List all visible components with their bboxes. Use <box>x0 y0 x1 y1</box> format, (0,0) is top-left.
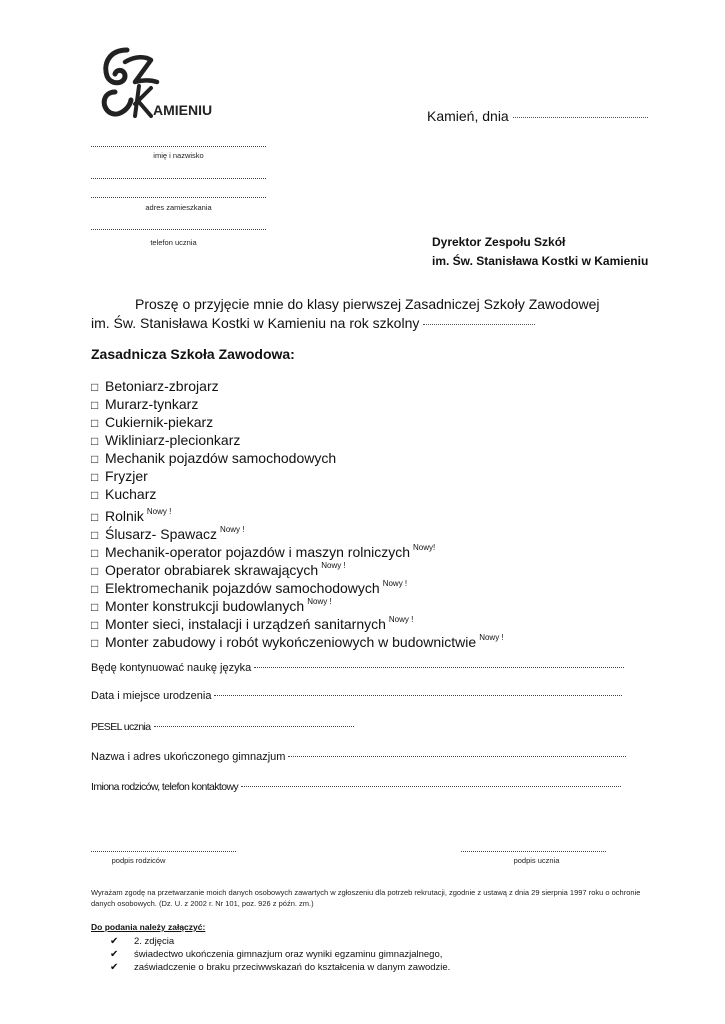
attachment-label: świadectwo ukończenia gimnazjum oraz wyniki egzaminu gimnazjalnego, <box>134 949 443 960</box>
language-label: Będę kontynuować naukę języka <box>91 662 252 674</box>
pesel-field[interactable] <box>154 726 354 727</box>
checkbox-icon[interactable]: □ <box>91 510 99 524</box>
profession-label: Mechanik-operator pojazdów i maszyn rolniczych <box>105 544 411 560</box>
parents-signature-caption: podpis rodziców <box>111 856 166 865</box>
profession-label: Elektromechanik pojazdów samochodowych <box>105 580 380 596</box>
new-badge: Nowy ! <box>388 615 414 624</box>
language-field[interactable] <box>254 667 624 668</box>
attachment-item <box>110 935 450 948</box>
checkmark-icon: ✔ <box>110 936 119 947</box>
profession-label: Rolnik <box>105 508 144 524</box>
request-paragraph <box>91 295 651 333</box>
checkbox-icon[interactable]: □ <box>91 416 99 430</box>
profession-label: Kucharz <box>105 486 157 502</box>
name-field[interactable] <box>91 146 266 147</box>
profession-item[interactable] <box>91 629 504 650</box>
checkbox-icon[interactable]: □ <box>91 600 99 614</box>
profession-item[interactable] <box>91 431 504 449</box>
language-row <box>91 662 624 674</box>
city-date-line <box>427 108 648 124</box>
profession-item[interactable] <box>91 575 504 596</box>
address-field-2[interactable] <box>91 197 266 198</box>
profession-item[interactable] <box>91 503 504 524</box>
pesel-label: PESEL ucznia <box>91 721 151 733</box>
recipient-line-1: Dyrektor Zespołu Szkół <box>432 235 566 249</box>
svg-text:AMIENIU: AMIENIU <box>153 102 213 118</box>
attachment-label: 2. zdjęcia <box>134 936 175 947</box>
profession-item[interactable] <box>91 413 504 431</box>
name-caption: imię i nazwisko <box>153 151 204 160</box>
profession-item[interactable] <box>91 557 504 578</box>
checkbox-icon[interactable]: □ <box>91 398 99 412</box>
profession-item[interactable] <box>91 521 504 542</box>
profession-label: Mechanik pojazdów samochodowych <box>105 450 337 466</box>
checkbox-icon[interactable]: □ <box>91 546 99 560</box>
checkbox-icon[interactable]: □ <box>91 582 99 596</box>
checkbox-icon[interactable]: □ <box>91 528 99 542</box>
student-signature-line[interactable] <box>461 851 606 852</box>
profession-item[interactable] <box>91 485 504 503</box>
consent-text: Wyrażam zgodę na przetwarzanie moich danych osobowych zawartych w zgłoszeniu dla potrzeb rekrutacji, zgodnie z ustawą z dnia 29 sierpnia 1997 roku o ochronie danych osobowych. (Dz. U. z 2002 r. Nr 101, poz. 926 z późn. zm.) <box>91 888 641 908</box>
checkbox-icon[interactable]: □ <box>91 488 99 502</box>
school-logo <box>95 42 235 122</box>
profession-item[interactable] <box>91 593 504 614</box>
attachment-item <box>110 961 450 974</box>
profession-label: Monter zabudowy i robót wykończeniowych w budownictwie <box>105 634 477 650</box>
new-badge: Nowy ! <box>307 597 332 606</box>
recipient-block <box>432 233 648 271</box>
birth-label: Data i miejsce urodzenia <box>91 690 212 702</box>
address-field-1[interactable] <box>91 178 266 179</box>
checkbox-icon[interactable]: □ <box>91 564 99 578</box>
profession-label: Wikliniarz-plecionkarz <box>105 432 241 448</box>
checkmark-icon: ✔ <box>110 962 119 973</box>
new-badge: Nowy ! <box>382 579 408 588</box>
checkbox-icon[interactable]: □ <box>91 636 99 650</box>
address-caption: adres zamieszkania <box>145 203 212 212</box>
phone-caption: telefon ucznia <box>150 238 197 247</box>
profession-item[interactable] <box>91 467 504 485</box>
attachment-item <box>110 948 450 961</box>
phone-field[interactable] <box>91 229 266 230</box>
new-badge: Nowy ! <box>146 507 172 516</box>
parents-signature-line[interactable] <box>91 851 236 852</box>
profession-label: Murarz-tynkarz <box>105 396 199 412</box>
school-row <box>91 751 626 763</box>
recipient-line-2: im. Św. Stanisława Kostki w Kamieniu <box>432 254 649 268</box>
student-signature-caption: podpis ucznia <box>513 856 560 865</box>
school-label: Nazwa i adres ukończonego gimnazjum <box>91 751 286 763</box>
profession-item[interactable] <box>91 539 504 560</box>
parents-row <box>91 781 621 793</box>
school-year-field[interactable] <box>423 324 535 325</box>
profession-label: Cukiernik-piekarz <box>105 414 214 430</box>
attachment-label: zaświadczenie o braku przeciwwskazań do kształcenia w danym zawodzie. <box>134 962 451 973</box>
attachments-title: Do podania należy załączyć: <box>91 922 206 932</box>
city-date-label: Kamień, dnia <box>427 108 509 124</box>
attachments-list <box>110 935 450 974</box>
checkmark-icon: ✔ <box>110 949 119 960</box>
checkbox-icon[interactable]: □ <box>91 618 99 632</box>
profession-item[interactable] <box>91 611 504 632</box>
request-line-2: im. Św. Stanisława Kostki w Kamieniu na rok szkolny <box>91 315 420 331</box>
profession-label: Operator obrabiarek skrawających <box>105 562 319 578</box>
parents-field[interactable] <box>241 786 621 787</box>
new-badge: Nowy! <box>413 543 436 552</box>
profession-label: Fryzjer <box>105 468 148 484</box>
request-line-1: Proszę o przyjęcie mnie do klasy pierwszej Zasadniczej Szkoły Zawodowej <box>135 296 600 312</box>
checkbox-icon[interactable]: □ <box>91 380 99 394</box>
checkbox-icon[interactable]: □ <box>91 452 99 466</box>
section-title: Zasadnicza Szkoła Zawodowa: <box>91 346 295 362</box>
request-line-2-wrap <box>91 314 651 333</box>
new-badge: Nowy ! <box>220 525 245 534</box>
birth-field[interactable] <box>214 695 622 696</box>
birth-row <box>91 690 622 702</box>
checkbox-icon[interactable]: □ <box>91 434 99 448</box>
pesel-row <box>91 721 354 733</box>
profession-label: Betoniarz-zbrojarz <box>105 378 219 394</box>
profession-label: Monter konstrukcji budowlanych <box>105 598 305 614</box>
date-field[interactable] <box>513 117 648 118</box>
new-badge: Nowy ! <box>479 633 504 642</box>
profession-label: Ślusarz- Spawacz <box>105 526 218 542</box>
profession-item[interactable] <box>91 449 504 467</box>
profession-item[interactable] <box>91 395 504 413</box>
checkbox-icon[interactable]: □ <box>91 470 99 484</box>
school-field[interactable] <box>288 756 626 757</box>
parents-label: Imiona rodziców, telefon kontaktowy <box>91 781 239 793</box>
new-badge: Nowy ! <box>321 561 346 570</box>
profession-item[interactable] <box>91 377 504 395</box>
profession-label: Monter sieci, instalacji i urządzeń sanitarnych <box>105 616 386 632</box>
professions-list <box>91 377 504 650</box>
